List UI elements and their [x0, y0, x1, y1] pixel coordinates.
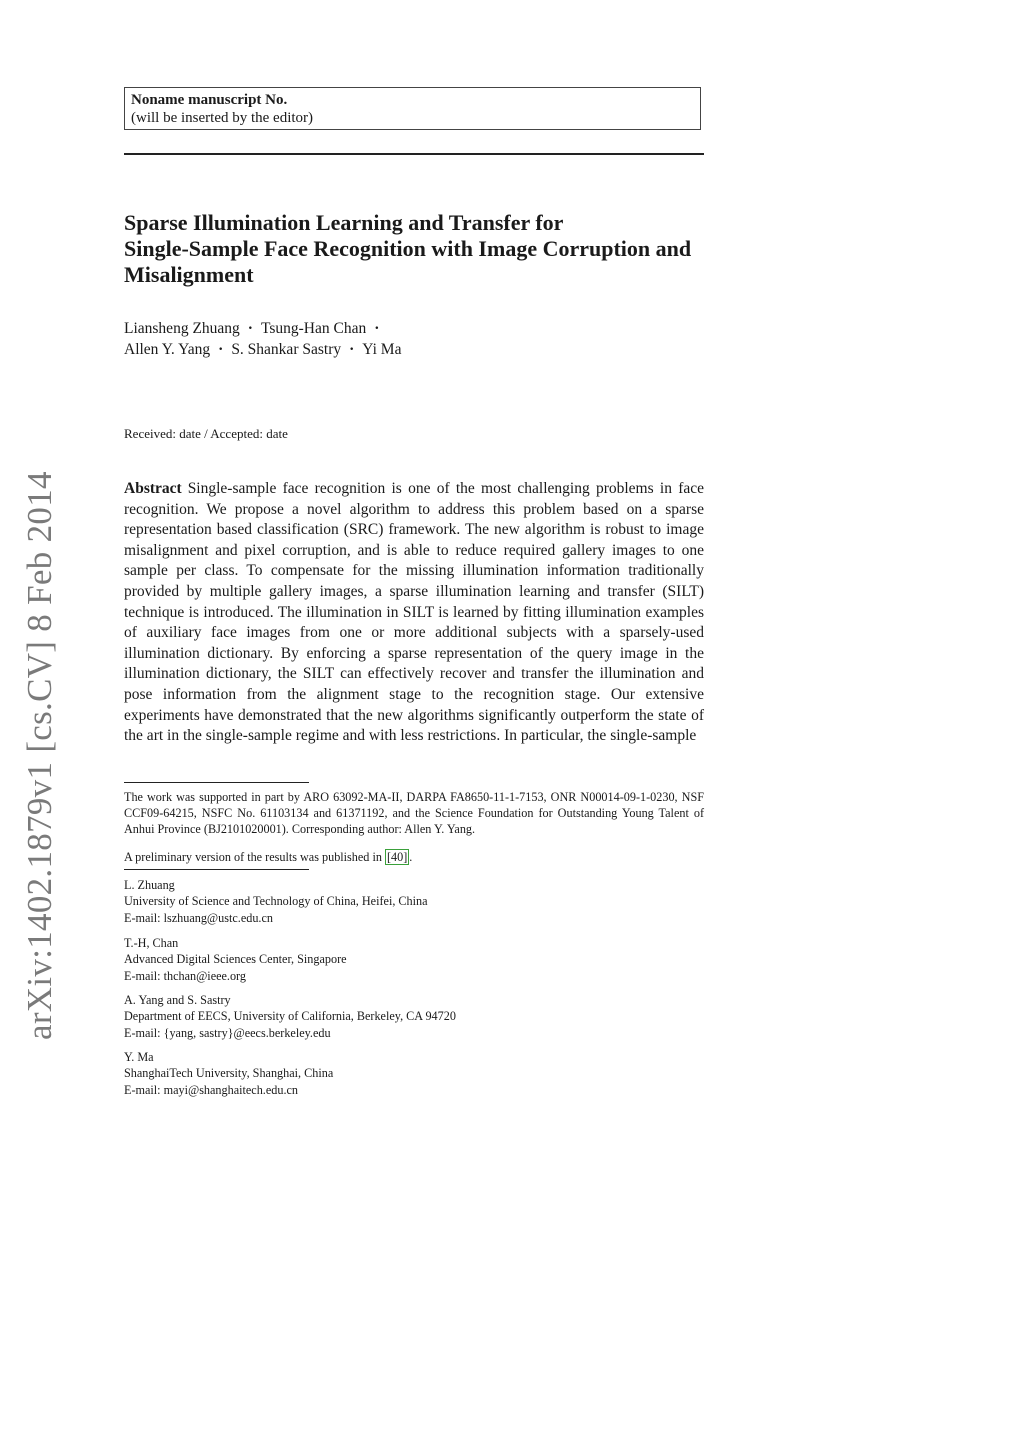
title-line-3: Misalignment: [124, 262, 254, 287]
affiliation-email: E-mail: mayi@shanghaitech.edu.cn: [124, 1082, 299, 1097]
affiliation-name: Y. Ma: [124, 1050, 154, 1064]
affiliation-name: A. Yang and S. Sastry: [124, 993, 231, 1007]
title-line-1: Sparse Illumination Learning and Transfer for: [124, 210, 564, 235]
affiliation-email: E-mail: thchan@ieee.org: [124, 968, 246, 983]
abstract: [124, 479, 704, 747]
manuscript-header-box: [124, 87, 701, 130]
author-name: Liansheng Zhuang: [124, 320, 240, 337]
arxiv-side-stamp: arXiv:1402.1879v1 [cs.CV] 8 Feb 2014: [20, 471, 59, 1040]
author-name: Yi Ma: [362, 341, 402, 358]
received-date: Received: date / Accepted: date: [124, 426, 288, 441]
editor-note: (will be inserted by the editor): [131, 110, 314, 126]
author-line-2: [124, 339, 704, 360]
affiliation-block: [124, 935, 704, 984]
author-name: Allen Y. Yang: [124, 341, 211, 358]
paper-title: [124, 210, 714, 288]
affiliation-block: [124, 992, 704, 1041]
author-separator: ·: [349, 341, 355, 358]
affiliation-block: [124, 877, 704, 926]
affiliation-email: E-mail: {yang, sastry}@eecs.berkeley.edu: [124, 1025, 331, 1040]
title-line-2: Single-Sample Face Recognition with Image Corruption and: [124, 236, 692, 261]
author-separator: ·: [218, 341, 224, 358]
affiliation-institution: ShanghaiTech University, Shanghai, China: [124, 1066, 334, 1081]
affiliation-name: T.-H, Chan: [124, 936, 179, 950]
funding-footnote: The work was supported in part by ARO 63092-MA-II, DARPA FA8650-11-1-7153, ONR N00014-09-1-0230, NSF CCF09-64215, NSFC No. 61103134 and 61371192, and the Science Foundation for Outstanding Young Talent of Anhui Province (BJ2101020001). Corresponding author: Allen Y. Yang.: [124, 790, 704, 836]
affiliation-email: E-mail: lszhuang@ustc.edu.cn: [124, 910, 273, 925]
preliminary-text: A preliminary version of the results was published in: [124, 850, 385, 864]
author-line-1: [124, 318, 704, 339]
affiliation-institution: University of Science and Technology of China, Heifei, China: [124, 894, 428, 909]
abstract-heading: Abstract: [124, 480, 182, 497]
author-separator: ·: [247, 320, 253, 337]
affiliation-rule: [124, 869, 309, 870]
abstract-text: Single-sample face recognition is one of the most challenging problems in face recognition. We propose a novel algorithm to address this problem based on a sparse representation based classification (SRC) framework. The new algorithm is robust to image misalignment and pixel corruption, and is able to reduce required gallery images to one sample per class. To compensate for the missing illumination information traditionally provided by multiple gallery images, a sparse illumination learning and transfer (SILT) technique is introduced. The illumination in SILT is learned by fitting illumination examples of auxiliary face images from one or more additional subjects with a sparsely-used illumination dictionary. By enforcing a sparse representation of the query image in the illumination dictionary, the SILT can effectively recover and transfer the illumination and pose information from the alignment stage to the recognition stage. Our extensive experiments have demonstrated that the new algorithms significantly outperform the state of the art in the single-sample regime and with less restrictions. In particular, the single-sample: [124, 480, 704, 745]
author-list: [124, 318, 704, 360]
preliminary-footnote: [124, 849, 704, 865]
affiliation-block: [124, 1049, 704, 1098]
header-rule: [124, 153, 704, 155]
author-name: S. Shankar Sastry: [231, 341, 342, 358]
author-name: Tsung-Han Chan: [260, 320, 367, 337]
footnote-rule: [124, 782, 309, 783]
affiliation-institution: Department of EECS, University of California, Berkeley, CA 94720: [124, 1009, 456, 1024]
citation-link[interactable]: [40]: [386, 850, 408, 864]
affiliation-institution: Advanced Digital Sciences Center, Singapore: [124, 952, 347, 967]
affiliation-name: L. Zhuang: [124, 878, 175, 892]
manuscript-number: Noname manuscript No.: [131, 92, 288, 108]
author-separator: ·: [374, 320, 380, 337]
preliminary-end: .: [409, 850, 413, 864]
